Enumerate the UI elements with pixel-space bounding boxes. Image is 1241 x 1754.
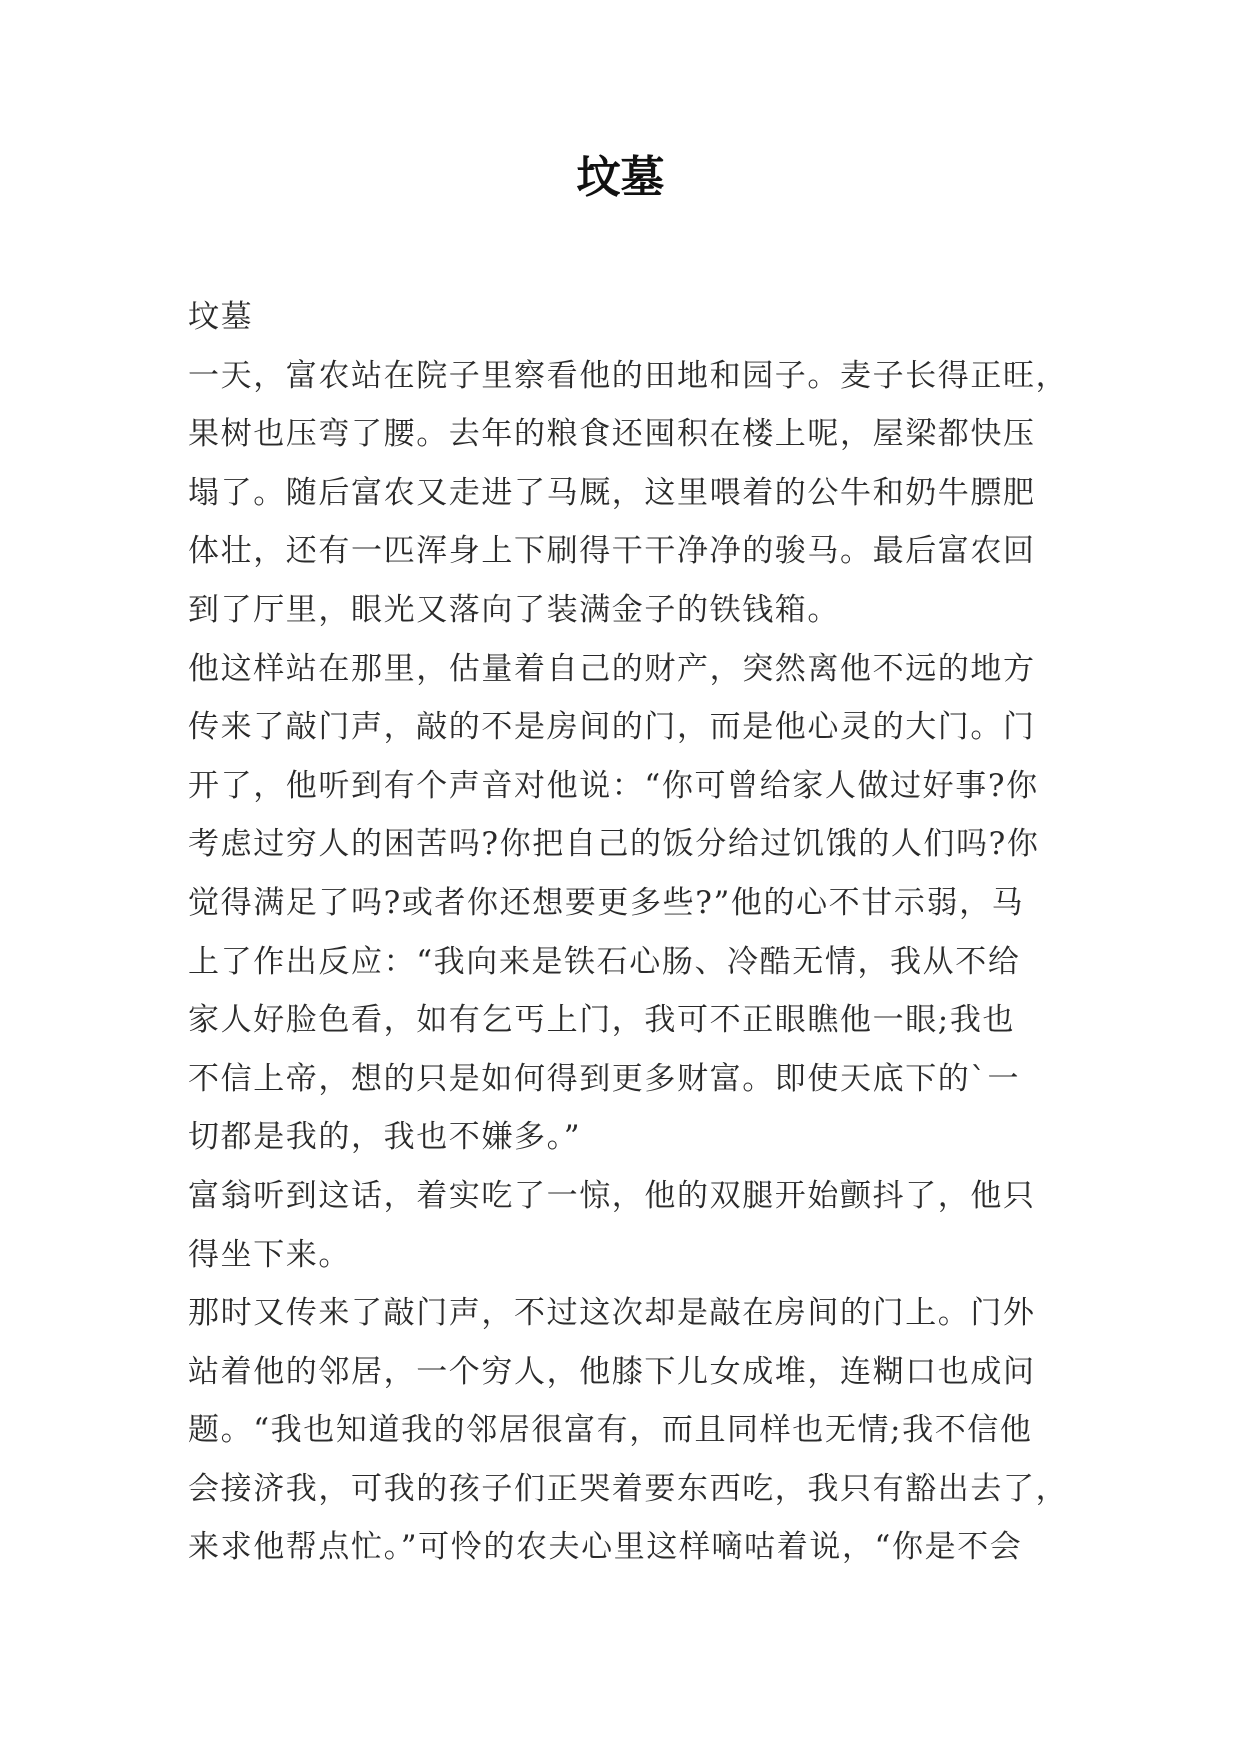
text-line: 塌了。随后富农又走进了马厩，这里喂着的公牛和奶牛膘肥 xyxy=(188,474,1036,511)
text-line: 那时又传来了敲门声，不过这次却是敲在房间的门上。门外 xyxy=(188,1295,1036,1332)
text-line: 开了，他听到有个声音对他说：“你可曾给家人做过好事?你 xyxy=(188,767,1039,804)
text-line: 果树也压弯了腰。去年的粮食还囤积在楼上呢，屋梁都快压 xyxy=(188,416,1036,453)
text-line: 会接济我，可我的孩子们正哭着要东西吃，我只有豁出去了， xyxy=(188,1470,1069,1507)
text-line: 得坐下来。 xyxy=(188,1236,351,1273)
text-line: 不信上帝，想的只是如何得到更多财富。即使天底下的`一 xyxy=(188,1060,1021,1097)
text-line: 来求他帮点忙。”可怜的农夫心里这样嘀咕着说，“你是不会 xyxy=(188,1529,1023,1566)
text-line: 到了厅里，眼光又落向了装满金子的铁钱箱。 xyxy=(188,591,840,628)
text-line: 上了作出反应：“我向来是铁石心肠、冷酷无情，我从不给 xyxy=(188,943,1021,980)
text-line: 觉得满足了吗?或者你还想要更多些?”他的心不甘示弱，马 xyxy=(188,884,1025,921)
document-title: 坟墓 xyxy=(576,152,665,203)
text-line: 站着他的邻居，一个穷人，他膝下儿女成堆，连糊口也成问 xyxy=(188,1353,1036,1390)
text-line: 一天，富农站在院子里察看他的田地和园子。麦子长得正旺， xyxy=(188,357,1069,394)
text-line: 他这样站在那里，估量着自己的财产，突然离他不远的地方 xyxy=(188,650,1036,687)
text-line: 传来了敲门声，敲的不是房间的门，而是他心灵的大门。门 xyxy=(188,709,1036,746)
document-body xyxy=(188,288,1069,1577)
text-line: 题。“我也知道我的邻居很富有，而且同样也无情;我不信他 xyxy=(188,1412,1033,1449)
body-subtitle: 坟墓 xyxy=(188,299,254,335)
text-line: 家人好脸色看，如有乞丐上门，我可不正眼瞧他一眼;我也 xyxy=(188,1002,1016,1039)
text-line: 切都是我的，我也不嫌多。” xyxy=(188,1119,582,1156)
text-line: 考虑过穷人的困苦吗?你把自己的饭分给过饥饿的人们吗?你 xyxy=(188,826,1040,863)
text-line: 体壮，还有一匹浑身上下刷得干干净净的骏马。最后富农回 xyxy=(188,533,1036,570)
text-line: 富翁听到这话，着实吃了一惊，他的双腿开始颤抖了，他只 xyxy=(188,1177,1036,1214)
